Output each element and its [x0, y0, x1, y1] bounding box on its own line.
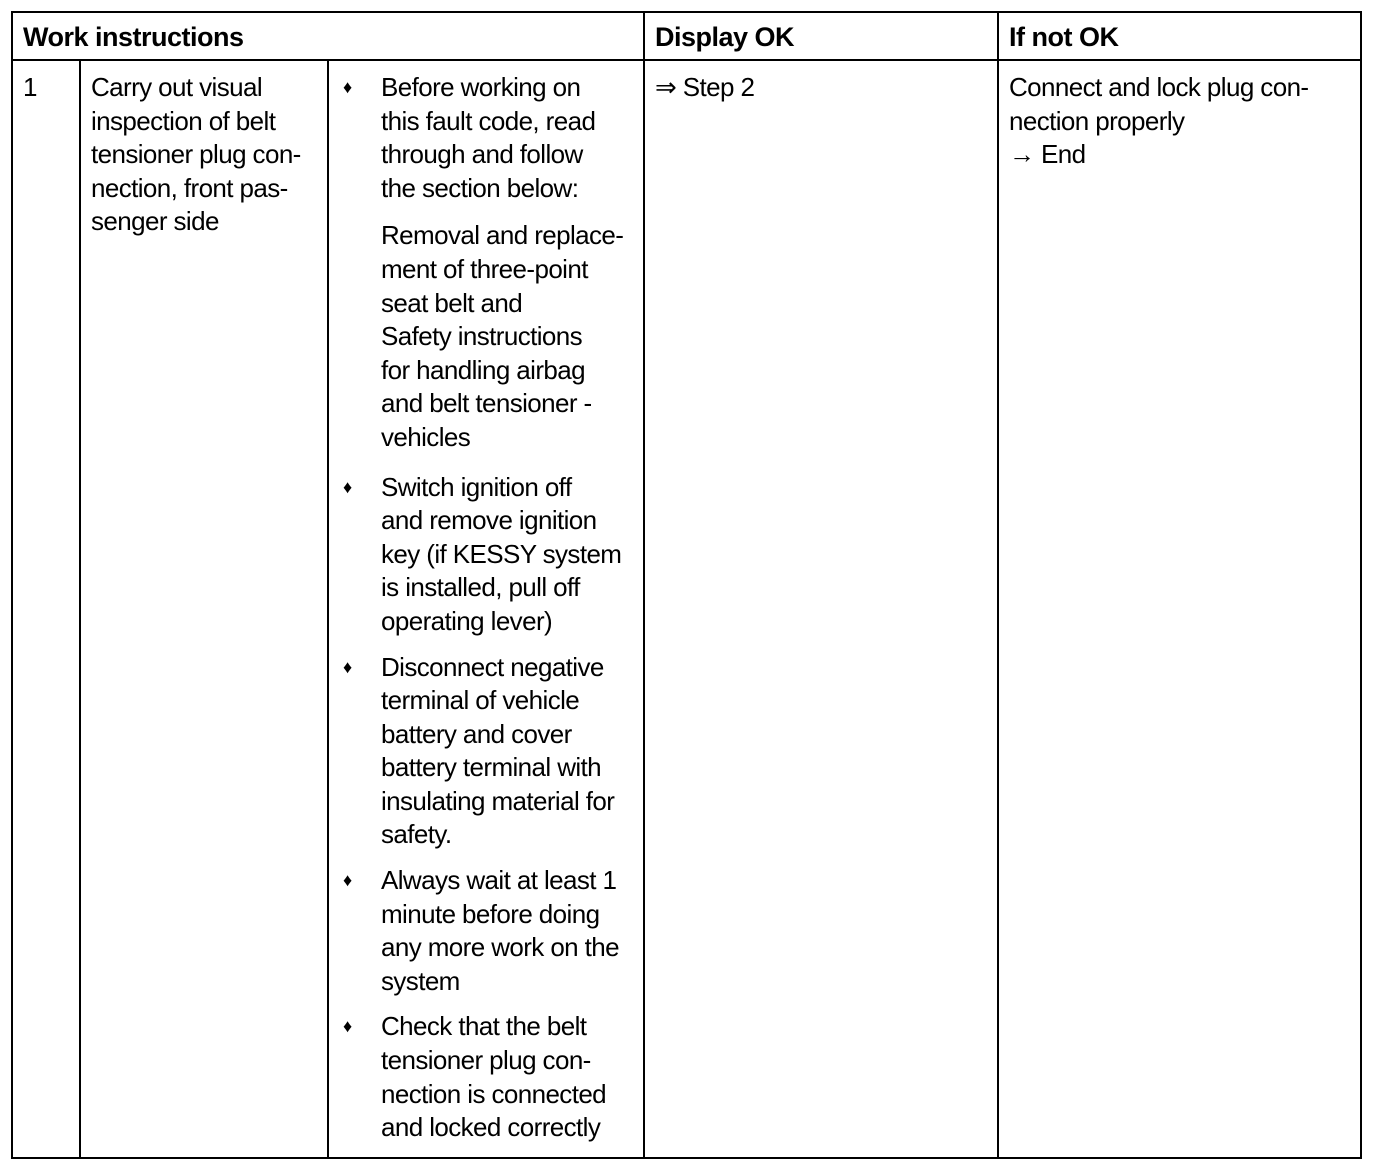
bullet-line: nection is connected	[381, 1078, 607, 1109]
bullet-line: Check that the belt	[381, 1011, 587, 1042]
bullet-line: insulating material for	[381, 785, 615, 816]
description-line: nection, front pas-	[91, 172, 288, 203]
bullet-sub-line: for handling airbag	[381, 354, 585, 385]
diamond-bullet-icon: ♦	[343, 77, 352, 97]
bullet-sub-line: Removal and replace-	[381, 220, 624, 251]
bullet-line: operating lever)	[381, 605, 553, 636]
if-not-ok-line: nection properly	[1009, 105, 1185, 136]
bullet-line: minute before doing	[381, 898, 600, 929]
bullet-line: through and follow	[381, 139, 583, 170]
if-not-ok-end: → End	[1009, 139, 1086, 170]
work-instructions-table	[11, 11, 1362, 1159]
bullet-line: key (if KESSY system	[381, 538, 622, 569]
if-not-ok-line: Connect and lock plug con-	[1009, 72, 1309, 102]
bullet-line: Disconnect negative	[381, 651, 604, 682]
diamond-bullet-icon: ♦	[343, 870, 352, 891]
header-display-ok: Display OK	[644, 12, 998, 60]
list-item	[341, 1010, 635, 1144]
display-ok-result: ⇒ Step 2	[655, 72, 755, 102]
bullet-line: safety.	[381, 819, 452, 850]
diamond-bullet-icon: ♦	[343, 656, 352, 677]
header-row	[12, 12, 1361, 60]
step-instructions	[328, 60, 644, 1158]
description-line: inspection of belt	[91, 105, 276, 136]
bullet-sub-line: ment of three-point	[381, 253, 588, 284]
list-item	[341, 471, 635, 639]
description-line: senger side	[91, 206, 219, 237]
table-row	[12, 60, 1361, 1158]
bullet-line: Before working on	[381, 72, 581, 102]
list-item	[341, 651, 635, 853]
list-item	[341, 864, 635, 998]
header-if-not-ok: If not OK	[998, 12, 1361, 60]
list-item	[341, 71, 635, 455]
bullet-line: terminal of vehicle	[381, 685, 580, 716]
bullet-line: tensioner plug con-	[381, 1045, 591, 1076]
if-not-ok-cell	[998, 60, 1361, 1158]
diamond-bullet-icon: ♦	[343, 1016, 352, 1037]
bullet-sub-line: Safety instructions	[381, 321, 583, 352]
bullet-line: Always wait at least 1	[381, 865, 617, 896]
step-description	[80, 60, 328, 1158]
display-ok-cell	[644, 60, 998, 1158]
bullet-line: Switch ignition off	[381, 471, 572, 502]
bullet-line: battery and cover	[381, 718, 572, 749]
bullet-line: and remove ignition	[381, 505, 597, 536]
bullet-line: is installed, pull off	[381, 572, 580, 603]
bullet-sub-line: and belt tensioner -	[381, 388, 592, 419]
description-line: Carry out visual	[91, 72, 263, 102]
bullet-line: the section below:	[381, 172, 579, 203]
bullet-line: and locked correctly	[381, 1112, 601, 1143]
bullet-sub-line: seat belt and	[381, 287, 523, 318]
header-work-instructions: Work instructions	[12, 12, 644, 60]
bullet-line: system	[381, 965, 460, 996]
bullet-line: this fault code, read	[381, 105, 596, 136]
step-number: 1	[12, 60, 80, 1158]
diamond-bullet-icon: ♦	[343, 476, 352, 497]
bullet-line: any more work on the	[381, 932, 620, 963]
description-line: tensioner plug con-	[91, 139, 301, 170]
bullet-sub-line: vehicles	[381, 421, 471, 452]
bullet-line: battery terminal with	[381, 752, 602, 783]
